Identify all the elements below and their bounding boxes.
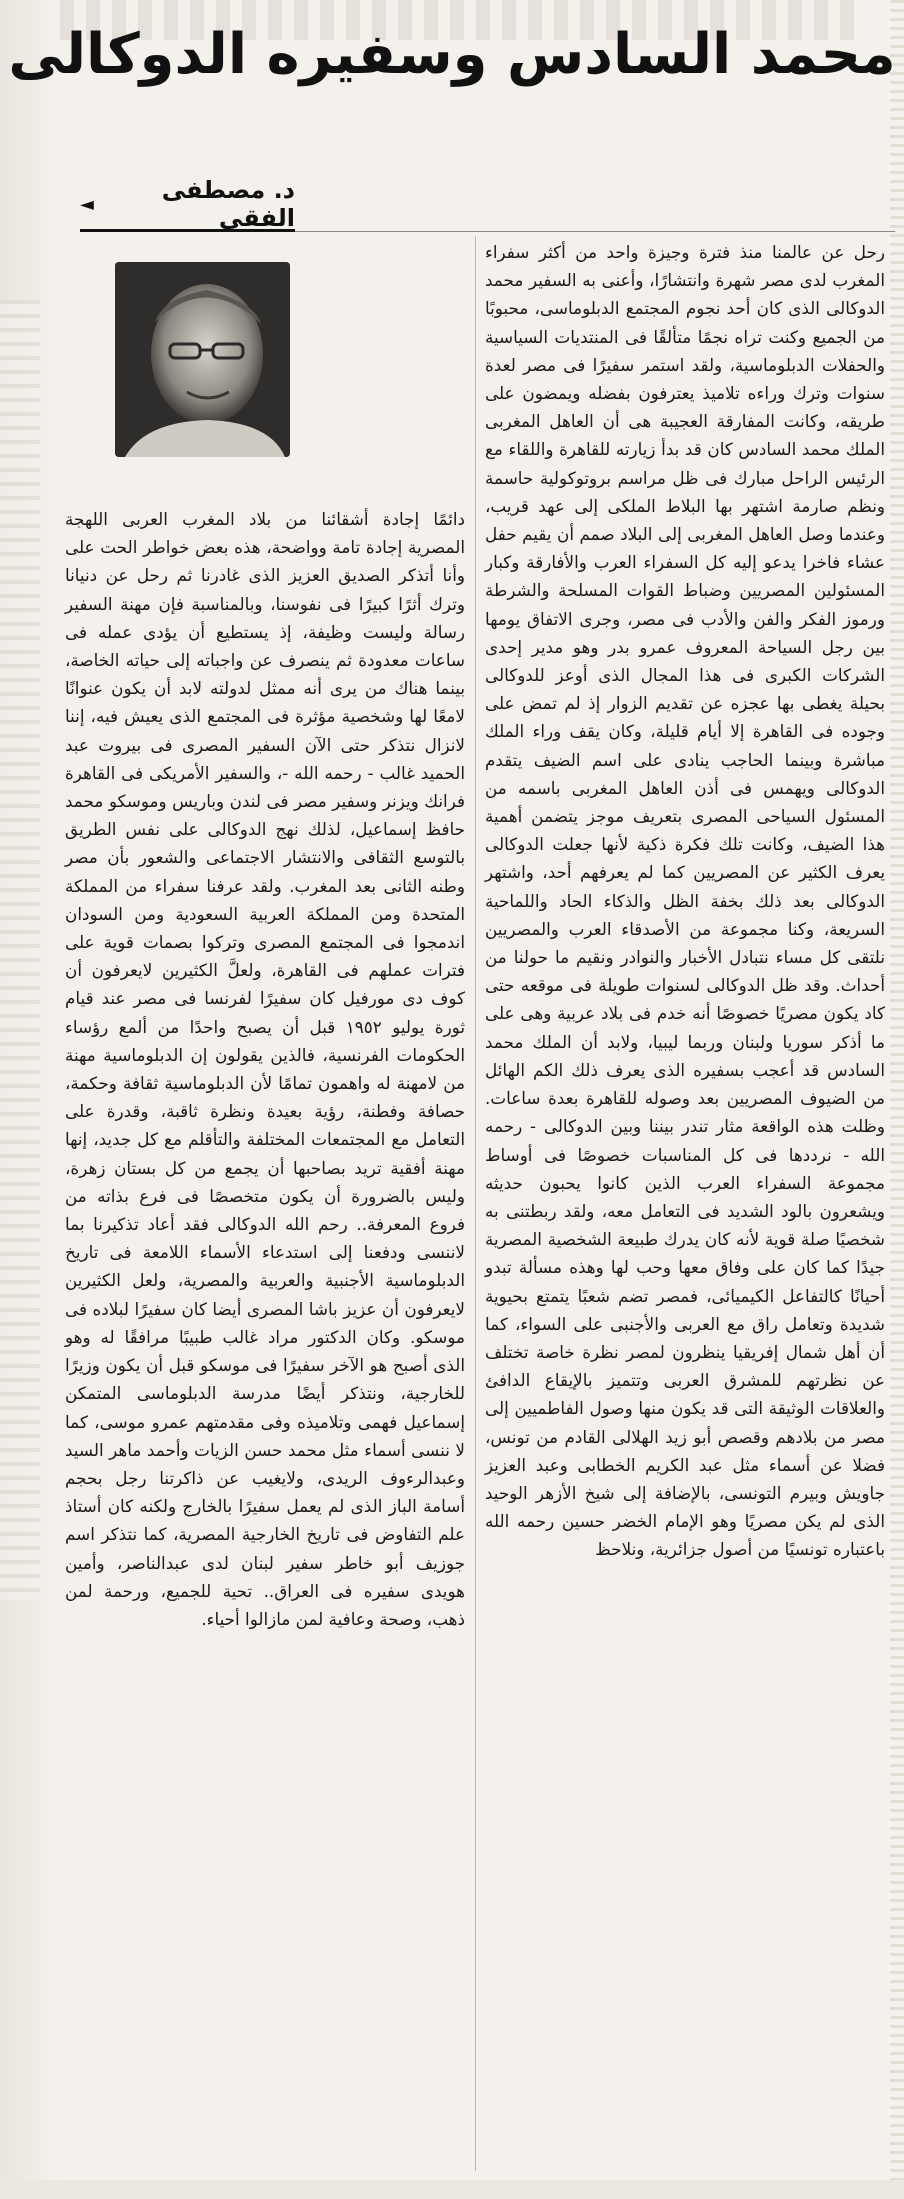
author-portrait-image	[115, 262, 290, 457]
author-byline	[80, 176, 295, 232]
byline-author: د. مصطفى الفقى	[161, 176, 295, 232]
byline-marker-icon: ◄	[80, 193, 94, 215]
article-column-right: رحل عن عالمنا منذ فترة وجيزة واحد من أكثر سفراء المغرب لدى مصر شهرة وانتشارًا، وأعنى به السفير محمد الدوكالى الذى كان أحد نجوم المجتمع الدبلوماسى، محبوبًا من الجميع وكنت تراه نجمًا متألقًا فى المنتديات السياسية والحفلات الدبلوماسية، ولقد استمر سفيرًا فى مصر لعدة سنوات وترك وراءه تلاميذ يعترفون بفضله ويمضون على طريقه، وكانت المفارقة العجيبة هى أن العاهل المغربى الملك محمد السادس كان قد بدأ زيارته للقاهرة واللقاء مع الرئيس الراحل مبارك فى ظل مراسم بروتوكولية حاسمة ونظم صارمة اشتهر بها البلاط الملكى إلى عهد قريب، وعندما وصل العاهل المغربى إلى البلاد صمم أن يقيم حفل عشاء فاخرا يدعو إليه كل السفراء العرب والأفارقة وكبار المسئولين المصريين وضباط القوات المسلحة والشرطة ورموز الفكر والفن والأدب فى مصر، وجرى الاتفاق يومها بين رجل السياحة المعروف عمرو بدر وهو مدير إحدى الشركات الكبرى فى هذا المجال الذى أوعز للدوكالى بحيلة يغطى بها عجزه عن تقديم الزوار إذ لم تمض على وجوده فى القاهرة إلا أيام قليلة، وكان يقف وراء الملك مباشرة وبينما الحاجب ينادى على اسم الضيف يتقدم الدوكالى ويهمس فى أذن العاهل المغربى باسمه من المسئول السياحى المصرى بتعريف موجز يتضمن أهمية هذا الضيف، وكانت تلك فكرة ذكية لأنها جعلت الدوكالى يعرف الكثير عن المصريين كما لم يعرفهم أحد، واشتهر الدوكالى بعد ذلك بخفة الظل والذكاء الحاد واللماحية السريعة، وكنا مجموعة من الأصدقاء العرب والمصريين نلتقى كل مساء نتبادل الأخبار والنوادر ونقيم ما حولنا من أحداث. وقد ظل الدوكالى لسنوات طويلة فى موقعه حتى كاد يكون مصريًا خصوصًا أنه خدم فى بلاد عربية وهى على ما أذكر سوريا ولبنان وربما ليبيا، ولابد أن الملك محمد السادس قد أعجب بسفيره الذى يعرف ذلك الكم الهائل من الضيوف المصريين بعد وصوله للقاهرة بعدة ساعات. وظلت هذه الواقعة مثار تندر بيننا وبين الدوكالى - رحمه الله - نرددها فى كل المناسبات خصوصًا فى أوساط مجموعة السفراء العرب الذين كانوا يحبون حديثه ويشعرون بالود الشديد فى التعامل معه، ولقد ربطتنى به شخصيًا صلة قوية لأنه كان يدرك طبيعة الشخصية المصرية جيدًا كما كان على وفاق معها وحب لها وهذه مسألة تبدو أحيانًا كالتفاعل الكيميائى، فمصر تضم شعبًا يتمتع بحيوية شديدة وتعامل راق مع العربى والأجنبى على السواء، كما أن أهل شمال إفريقيا ينظرون لمصر نظرة خاصة تختلف عن نظرتهم للمشرق العربى وتتميز بالإيقاع الدافئ والعلاقات الوثيقة التى قد يكون منها وصول الفاطميين إلى مصر من بلادهم وقصص أبو زيد الهلالى القادم من تونس، فضلا عن أسماء مثل عبد الكريم الخطابى وعبد العزيز جاويش وبيرم التونسى، بالإضافة إلى شيخ الأزهر الوحيد الذى لم يكن مصريًا وهو الإمام الخضر حسين رحمه الله باعتباره تونسيًا من أصول جزائرية، ونلاحظ	[485, 242, 885, 1560]
article-headline: محمد السادس وسفيره الدوكالى	[8, 22, 896, 87]
column-divider	[475, 236, 476, 2171]
article-column-left: دائمًا إجادة أشقائنا من بلاد المغرب العربى اللهجة المصرية إجادة تامة وواضحة، هذه بعض خواطر الحت على وأنا أتذكر الصديق العزيز الذى غادرنا ثم رحل عن دنيانا وترك أثرًا كبيرًا فى نفوسنا، وبالمناسبة فإن مهنة السفير رسالة وليست وظيفة، إذ يستطيع أن يؤدى عمله فى ساعات معدودة ثم ينصرف عن واجباته إلى حياته الخاصة، بينما هناك من يرى أنه ممثل لدولته لابد أن يكون عنوانًا لامعًا لها وشخصية مؤثرة فى المجتمع الذى يعيش فيه، إننا لانزال نتذكر حتى الآن السفير المصرى فى بيروت عبد الحميد غالب - رحمه الله -، والسفير الأمريكى فى القاهرة فرانك ويزنر وسفير مصر فى لندن وباريس وموسكو محمد حافظ إسماعيل، لذلك نهج الدوكالى على نفس الطريق بالتوسع الثقافى والانتشار الاجتماعى والشعور بأن مصر وطنه الثانى بعد المغرب. ولقد عرفنا سفراء من المملكة المتحدة ومن المملكة العربية السعودية ومن السودان اندمجوا فى المجتمع المصرى وتركوا بصمات قوية على فترات عملهم فى القاهرة، ولعلَّ الكثيرين لايعرفون أن كوف دى مورفيل كان سفيرًا لفرنسا فى مصر عند قيام ثورة يوليو ١٩٥٢ قبل أن يصبح واحدًا من ألمع رؤساء الحكومات الفرنسية، فالذين يقولون إن الدبلوماسية مهنة من لامهنة له واهمون تمامًا لأن الدبلوماسية ثقافة وحكمة، حصافة وفطنة، رؤية بعيدة ونظرة ثاقبة، وقدرة على التعامل مع المجتمعات المختلفة والتأقلم مع كل جديد، إنها مهنة أفقية تريد بصاحبها أن يجمع من كل بستان زهرة، وليس بالضرورة أن يكون متخصصًا فى فرع بذاته من فروع المعرفة.. رحم الله الدوكالى فقد أعاد تذكيرنا بما لاننسى ودفعنا إلى استدعاء الأسماء اللامعة فى تاريخ الدبلوماسية الأجنبية والعربية والمصرية، ولعل الكثيرين لايعرفون أن عزيز باشا المصرى أيضا كان سفيرًا لبلاده فى موسكو. وكان الدكتور مراد غالب طبيبًا مرافقًا له وهو الذى أصبح هو الآخر سفيرًا فى موسكو قبل أن يكون وزيرًا للخارجية، ونتذكر أيضًا مدرسة الدبلوماسى المتمكن إسماعيل فهمى وتلاميذه وفى مقدمتهم عمرو موسى، كما لا ننسى أسماء مثل محمد حسن الزيات وأحمد ماهر السيد وعبدالرءوف الريدى، ولايغيب عن ذاكرتنا رجل بحجم أسامة الباز الذى لم يعمل سفيرًا بالخارج ولكنه كان أستاذ علم التفاوض فى تاريخ الخارجية المصرية، كما نتذكر اسم جوزيف أبو خاطر سفير لبنان لدى عبدالناصر، وأمين هويدى سفيره فى العراق.. تحية للجميع، ورحمة لمن ذهب، وصحة وعافية لمن مازالوا أحياء.	[65, 509, 466, 1629]
page-edge-right	[890, 0, 904, 2199]
bleed-through-left	[0, 300, 40, 1600]
header-rule	[295, 231, 895, 232]
author-photo	[115, 262, 290, 457]
